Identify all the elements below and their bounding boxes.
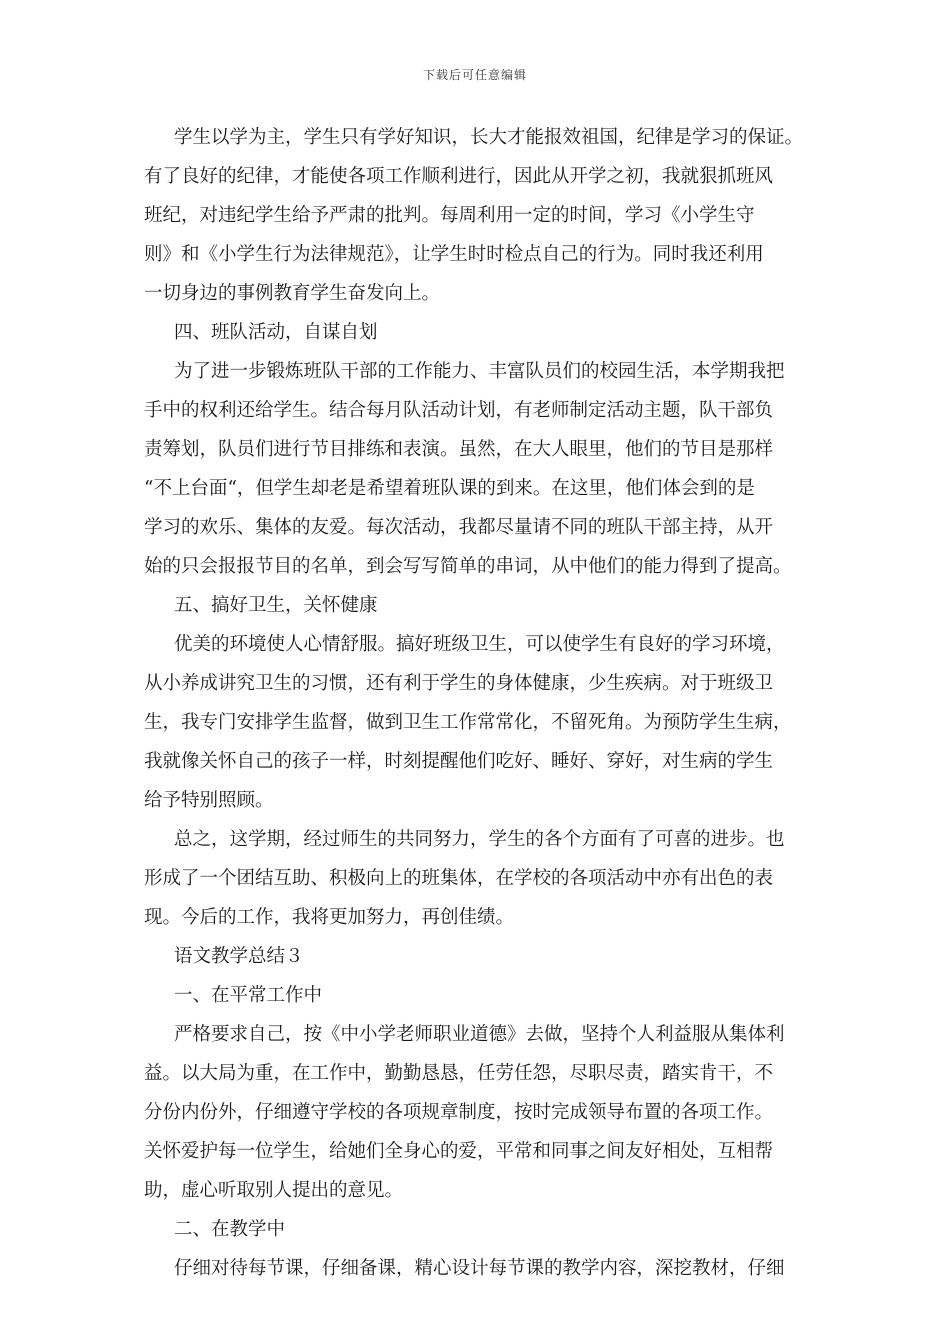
text-line: 手中的权利还给学生。结合每月队活动计划，有老师制定活动主题，队干部负 — [144, 400, 774, 421]
text-line: 四、班队活动，自谋自划 — [174, 322, 378, 343]
text-line: 关怀爱护每一位学生，给她们全身心的爱，平常和同事之间友好相处，互相帮 — [144, 1141, 774, 1162]
text-line: 助，虚心听取别人提出的意见。 — [144, 1180, 404, 1201]
text-line: 现。今后的工作，我将更加努力，再创佳绩。 — [144, 907, 515, 928]
text-line: 班纪，对违纪学生给予严肃的批判。每周利用一定的时间，学习《小学生守 — [144, 205, 755, 226]
text-line: 语文教学总结３ — [174, 946, 304, 967]
text-line: 学生以学为主，学生只有学好知识，长大才能报效祖国，纪律是学习的保证。 — [174, 127, 804, 148]
text-line: 仔细对待每节课，仔细备课，精心设计每节课的教学内容，深挖教材，仔细 — [174, 1258, 785, 1279]
text-line: 形成了一个团结互助、积极向上的班集体，在学校的各项活动中亦有出色的表 — [144, 868, 774, 889]
text-line: 始的只会报报节目的名单，到会写写简单的串词，从中他们的能力得到了提高。 — [144, 556, 792, 577]
text-line: 总之，这学期，经过师生的共同努力，学生的各个方面有了可喜的进步。也 — [174, 829, 785, 850]
text-line: 为了进一步锻炼班队干部的工作能力、丰富队员们的校园生活，本学期我把 — [174, 361, 785, 382]
text-line: 学习的欢乐、集体的友爱。每次活动，我都尽量请不同的班队干部主持，从开 — [144, 517, 774, 538]
text-line: 从小养成讲究卫生的习惯，还有利于学生的身体健康，少生疾病。对于班级卫 — [144, 673, 774, 694]
text-line: 优美的环境使人心情舒服。搞好班级卫生，可以使学生有良好的学习环境， — [174, 634, 785, 655]
text-line: 五、搞好卫生，关怀健康 — [174, 595, 378, 616]
text-line: 给予特别照顾。 — [144, 790, 274, 811]
text-line: “不上台面“，但学生却老是希望着班队课的到来。在这里，他们体会到的是 — [144, 478, 755, 499]
text-line: 责筹划，队员们进行节目排练和表演。虽然，在大人眼里，他们的节目是那样 — [144, 439, 774, 460]
text-line: 二、在教学中 — [174, 1219, 286, 1240]
text-line: 有了良好的纪律，才能使各项工作顺利进行，因此从开学之初，我就狠抓班风 — [144, 166, 774, 187]
text-line: 我就像关怀自己的孩子一样，时刻提醒他们吃好、睡好、穿好，对生病的学生 — [144, 751, 774, 772]
text-line: 益。以大局为重，在工作中，勤勤恳恳，任劳任怨，尽职尽责，踏实肯干，不 — [144, 1063, 774, 1084]
document-body — [144, 118, 816, 1288]
text-line: 则》和《小学生行为法律规范》，让学生时时检点自己的行为。同时我还利用 — [144, 244, 764, 265]
text-line: 严格要求自己，按《中小学老师职业道德》去做，坚持个人利益服从集体利 — [174, 1024, 785, 1045]
text-line: 一、在平常工作中 — [174, 985, 323, 1006]
page-header: 下载后可任意编辑 — [422, 68, 527, 82]
text-line: 生，我专门安排学生监督，做到卫生工作常常化，不留死角。为预防学生生病， — [144, 712, 792, 733]
text-line: 分份内份外，仔细遵守学校的各项规章制度，按时完成领导布置的各项工作。 — [144, 1102, 774, 1123]
text-line: 一切身边的事例教育学生奋发向上。 — [144, 283, 441, 304]
